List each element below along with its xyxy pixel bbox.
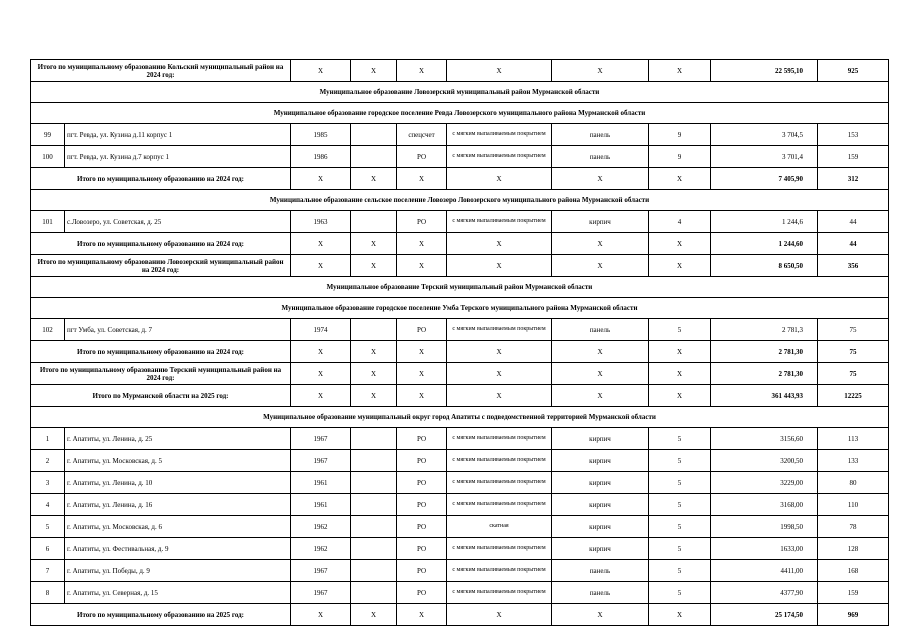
row-number: 101 xyxy=(31,211,65,233)
floors-cell: 5 xyxy=(649,494,711,516)
roof-cell: скатная xyxy=(447,516,552,538)
wall-cell: кирпич xyxy=(552,428,649,450)
x-mark-cell: X xyxy=(649,385,711,407)
total-label: Итого по муниципальному образованию Ловозерский муниципальный район на 2024 год: xyxy=(31,255,291,277)
wall-cell: панель xyxy=(552,146,649,168)
row-number: 6 xyxy=(31,538,65,560)
total-label: Итого по муниципальному образованию на 2025 год: xyxy=(31,604,291,626)
x-mark-cell: X xyxy=(649,255,711,277)
people-cell: 133 xyxy=(818,450,889,472)
year-cell: 1962 xyxy=(291,538,351,560)
x-mark-cell: X xyxy=(291,604,351,626)
roof-cell: с мягким выпаливаемым покрытием xyxy=(447,124,552,146)
x-mark-cell: X xyxy=(397,60,447,82)
x-mark-cell: X xyxy=(552,168,649,190)
area-cell: 3168,00 xyxy=(711,494,818,516)
people-cell: 153 xyxy=(818,124,889,146)
roof-cell: с мягким выпаливаемым покрытием xyxy=(447,472,552,494)
total-people: 12225 xyxy=(818,385,889,407)
area-cell: 3229,00 xyxy=(711,472,818,494)
fund-cell: РО xyxy=(397,319,447,341)
total-row xyxy=(31,233,889,255)
x-mark-cell: X xyxy=(351,60,397,82)
x-mark-cell: X xyxy=(447,168,552,190)
section-title: Муниципальное образование Ловозерский муниципальный район Мурманской области xyxy=(31,82,889,103)
row-number: 99 xyxy=(31,124,65,146)
blank-cell xyxy=(351,516,397,538)
total-row xyxy=(31,385,889,407)
x-mark-cell: X xyxy=(649,168,711,190)
wall-cell: кирпич xyxy=(552,450,649,472)
section-title: Муниципальное образование сельское поселение Ловозеро Ловозерского муниципального района Мурманской области xyxy=(31,190,889,211)
total-people: 925 xyxy=(818,60,889,82)
people-cell: 110 xyxy=(818,494,889,516)
roof-cell: с мягким выпаливаемым покрытием xyxy=(447,319,552,341)
roof-cell: с мягким выпаливаемым покрытием xyxy=(447,146,552,168)
wall-cell: кирпич xyxy=(552,516,649,538)
floors-cell: 5 xyxy=(649,516,711,538)
address-cell: г. Апатиты, ул. Ленина, д. 25 xyxy=(65,428,291,450)
fund-cell: РО xyxy=(397,582,447,604)
wall-cell: панель xyxy=(552,560,649,582)
people-cell: 80 xyxy=(818,472,889,494)
total-area: 25 174,50 xyxy=(711,604,818,626)
table-row xyxy=(31,146,889,168)
total-area: 2 781,30 xyxy=(711,341,818,363)
address-cell: пгт Умба, ул. Советская, д. 7 xyxy=(65,319,291,341)
wall-cell: панель xyxy=(552,124,649,146)
fund-cell: РО xyxy=(397,494,447,516)
fund-cell: РО xyxy=(397,560,447,582)
blank-cell xyxy=(351,538,397,560)
floors-cell: 4 xyxy=(649,211,711,233)
x-mark-cell: X xyxy=(447,233,552,255)
people-cell: 159 xyxy=(818,582,889,604)
people-cell: 44 xyxy=(818,211,889,233)
total-row xyxy=(31,363,889,385)
blank-cell xyxy=(351,450,397,472)
x-mark-cell: X xyxy=(351,604,397,626)
address-cell: г. Апатиты, ул. Фестивальная, д. 9 xyxy=(65,538,291,560)
year-cell: 1967 xyxy=(291,582,351,604)
x-mark-cell: X xyxy=(351,255,397,277)
roof-cell: с мягким выпаливаемым покрытием xyxy=(447,582,552,604)
blank-cell xyxy=(351,472,397,494)
year-cell: 1962 xyxy=(291,516,351,538)
total-label: Итого по муниципальному образованию на 2024 год: xyxy=(31,168,291,190)
x-mark-cell: X xyxy=(291,341,351,363)
address-cell: г. Апатиты, ул. Московская, д. 6 xyxy=(65,516,291,538)
roof-cell: с мягким выпаливаемым покрытием xyxy=(447,538,552,560)
blank-cell xyxy=(351,211,397,233)
total-area: 22 595,10 xyxy=(711,60,818,82)
blank-cell xyxy=(351,428,397,450)
x-mark-cell: X xyxy=(649,604,711,626)
area-cell: 1633,00 xyxy=(711,538,818,560)
blank-cell xyxy=(351,146,397,168)
table-row xyxy=(31,319,889,341)
row-number: 102 xyxy=(31,319,65,341)
total-label: Итого по муниципальному образованию Кольский муниципальный район на 2024 год: xyxy=(31,60,291,82)
x-mark-cell: X xyxy=(291,168,351,190)
wall-cell: панель xyxy=(552,319,649,341)
roof-cell: с мягким выпаливаемым покрытием xyxy=(447,428,552,450)
total-people: 75 xyxy=(818,341,889,363)
x-mark-cell: X xyxy=(351,233,397,255)
address-cell: г. Апатиты, ул. Ленина, д. 10 xyxy=(65,472,291,494)
address-cell: г. Апатиты, ул. Московская, д. 5 xyxy=(65,450,291,472)
x-mark-cell: X xyxy=(552,60,649,82)
row-number: 3 xyxy=(31,472,65,494)
table-row xyxy=(31,211,889,233)
people-cell: 159 xyxy=(818,146,889,168)
people-cell: 78 xyxy=(818,516,889,538)
x-mark-cell: X xyxy=(291,363,351,385)
fund-cell: РО xyxy=(397,211,447,233)
floors-cell: 5 xyxy=(649,428,711,450)
x-mark-cell: X xyxy=(291,255,351,277)
fund-cell: спецсчет xyxy=(397,124,447,146)
roof-cell: с мягким выпаливаемым покрытием xyxy=(447,494,552,516)
total-people: 356 xyxy=(818,255,889,277)
area-cell: 3156,60 xyxy=(711,428,818,450)
section-header-row xyxy=(31,103,889,124)
table-row xyxy=(31,516,889,538)
total-label: Итого по Мурманской области на 2025 год: xyxy=(31,385,291,407)
table-row xyxy=(31,472,889,494)
fund-cell: РО xyxy=(397,472,447,494)
x-mark-cell: X xyxy=(291,60,351,82)
year-cell: 1967 xyxy=(291,450,351,472)
x-mark-cell: X xyxy=(649,233,711,255)
address-cell: г. Апатиты, ул. Северная, д. 15 xyxy=(65,582,291,604)
x-mark-cell: X xyxy=(351,363,397,385)
people-cell: 75 xyxy=(818,319,889,341)
section-header-row xyxy=(31,407,889,428)
year-cell: 1986 xyxy=(291,146,351,168)
total-area: 361 443,93 xyxy=(711,385,818,407)
x-mark-cell: X xyxy=(397,168,447,190)
year-cell: 1963 xyxy=(291,211,351,233)
blank-cell xyxy=(351,582,397,604)
x-mark-cell: X xyxy=(397,233,447,255)
x-mark-cell: X xyxy=(447,60,552,82)
x-mark-cell: X xyxy=(291,385,351,407)
fund-cell: РО xyxy=(397,146,447,168)
x-mark-cell: X xyxy=(351,385,397,407)
x-mark-cell: X xyxy=(552,385,649,407)
address-cell: г. Апатиты, ул. Ленина, д. 16 xyxy=(65,494,291,516)
address-cell: г. Апатиты, ул. Победы, д. 9 xyxy=(65,560,291,582)
x-mark-cell: X xyxy=(447,255,552,277)
x-mark-cell: X xyxy=(397,604,447,626)
x-mark-cell: X xyxy=(447,604,552,626)
roof-cell: с мягким выпаливаемым покрытием xyxy=(447,560,552,582)
row-number: 2 xyxy=(31,450,65,472)
x-mark-cell: X xyxy=(649,363,711,385)
year-cell: 1967 xyxy=(291,428,351,450)
table-row xyxy=(31,560,889,582)
year-cell: 1974 xyxy=(291,319,351,341)
x-mark-cell: X xyxy=(649,60,711,82)
wall-cell: кирпич xyxy=(552,538,649,560)
table-row xyxy=(31,428,889,450)
x-mark-cell: X xyxy=(552,341,649,363)
x-mark-cell: X xyxy=(351,341,397,363)
table-row xyxy=(31,538,889,560)
total-area: 7 405,90 xyxy=(711,168,818,190)
x-mark-cell: X xyxy=(552,233,649,255)
x-mark-cell: X xyxy=(447,341,552,363)
total-label: Итого по муниципальному образованию на 2024 год: xyxy=(31,341,291,363)
address-cell: пгт. Ревда, ул. Кузина д.11 корпус 1 xyxy=(65,124,291,146)
x-mark-cell: X xyxy=(552,604,649,626)
roof-cell: с мягким выпаливаемым покрытием xyxy=(447,211,552,233)
address-cell: с.Ловозеро, ул. Советская, д. 25 xyxy=(65,211,291,233)
row-number: 5 xyxy=(31,516,65,538)
area-cell: 3200,50 xyxy=(711,450,818,472)
section-title: Муниципальное образование Терский муниципальный район Мурманской области xyxy=(31,277,889,298)
row-number: 1 xyxy=(31,428,65,450)
section-header-row xyxy=(31,277,889,298)
section-header-row xyxy=(31,298,889,319)
total-row xyxy=(31,60,889,82)
x-mark-cell: X xyxy=(397,363,447,385)
total-label: Итого по муниципальному образованию Терский муниципальный район на 2024 год: xyxy=(31,363,291,385)
row-number: 4 xyxy=(31,494,65,516)
table-row xyxy=(31,582,889,604)
area-cell: 1998,50 xyxy=(711,516,818,538)
x-mark-cell: X xyxy=(351,168,397,190)
section-header-row xyxy=(31,82,889,103)
total-area: 2 781,30 xyxy=(711,363,818,385)
floors-cell: 5 xyxy=(649,472,711,494)
total-row xyxy=(31,341,889,363)
area-cell: 3 701,4 xyxy=(711,146,818,168)
x-mark-cell: X xyxy=(447,363,552,385)
x-mark-cell: X xyxy=(552,255,649,277)
year-cell: 1967 xyxy=(291,560,351,582)
total-row xyxy=(31,168,889,190)
housing-table xyxy=(30,59,889,626)
floors-cell: 5 xyxy=(649,538,711,560)
x-mark-cell: X xyxy=(397,255,447,277)
blank-cell xyxy=(351,124,397,146)
x-mark-cell: X xyxy=(291,233,351,255)
fund-cell: РО xyxy=(397,428,447,450)
floors-cell: 5 xyxy=(649,560,711,582)
people-cell: 128 xyxy=(818,538,889,560)
x-mark-cell: X xyxy=(552,363,649,385)
floors-cell: 9 xyxy=(649,146,711,168)
area-cell: 1 244,6 xyxy=(711,211,818,233)
total-people: 312 xyxy=(818,168,889,190)
total-people: 44 xyxy=(818,233,889,255)
roof-cell: с мягким выпаливаемым покрытием xyxy=(447,450,552,472)
area-cell: 4377,90 xyxy=(711,582,818,604)
floors-cell: 9 xyxy=(649,124,711,146)
total-area: 1 244,60 xyxy=(711,233,818,255)
wall-cell: кирпич xyxy=(552,211,649,233)
area-cell: 2 781,3 xyxy=(711,319,818,341)
floors-cell: 5 xyxy=(649,319,711,341)
total-row xyxy=(31,255,889,277)
total-label: Итого по муниципальному образованию на 2024 год: xyxy=(31,233,291,255)
x-mark-cell: X xyxy=(649,341,711,363)
fund-cell: РО xyxy=(397,538,447,560)
section-title: Муниципальное образование городское поселение Ревда Ловозерского муниципального района Мурманской области xyxy=(31,103,889,124)
year-cell: 1961 xyxy=(291,472,351,494)
address-cell: пгт. Ревда, ул. Кузина д.7 корпус 1 xyxy=(65,146,291,168)
blank-cell xyxy=(351,494,397,516)
row-number: 8 xyxy=(31,582,65,604)
floors-cell: 5 xyxy=(649,450,711,472)
year-cell: 1961 xyxy=(291,494,351,516)
row-number: 7 xyxy=(31,560,65,582)
section-title: Муниципальное образование городское поселение Умба Терского муниципального района Мурманской области xyxy=(31,298,889,319)
wall-cell: кирпич xyxy=(552,472,649,494)
blank-cell xyxy=(351,319,397,341)
fund-cell: РО xyxy=(397,450,447,472)
people-cell: 168 xyxy=(818,560,889,582)
blank-cell xyxy=(351,560,397,582)
area-cell: 3 704,5 xyxy=(711,124,818,146)
total-people: 969 xyxy=(818,604,889,626)
area-cell: 4411,00 xyxy=(711,560,818,582)
x-mark-cell: X xyxy=(447,385,552,407)
wall-cell: кирпич xyxy=(552,494,649,516)
section-header-row xyxy=(31,190,889,211)
table-row xyxy=(31,494,889,516)
total-area: 8 650,50 xyxy=(711,255,818,277)
table-row xyxy=(31,124,889,146)
table-row xyxy=(31,450,889,472)
x-mark-cell: X xyxy=(397,341,447,363)
year-cell: 1985 xyxy=(291,124,351,146)
people-cell: 113 xyxy=(818,428,889,450)
x-mark-cell: X xyxy=(397,385,447,407)
section-title: Муниципальное образование муниципальный округ город Апатиты с подведомственной территорией Мурманской области xyxy=(31,407,889,428)
wall-cell: панель xyxy=(552,582,649,604)
table-body xyxy=(31,60,889,626)
total-row xyxy=(31,604,889,626)
row-number: 100 xyxy=(31,146,65,168)
fund-cell: РО xyxy=(397,516,447,538)
floors-cell: 5 xyxy=(649,582,711,604)
total-people: 75 xyxy=(818,363,889,385)
